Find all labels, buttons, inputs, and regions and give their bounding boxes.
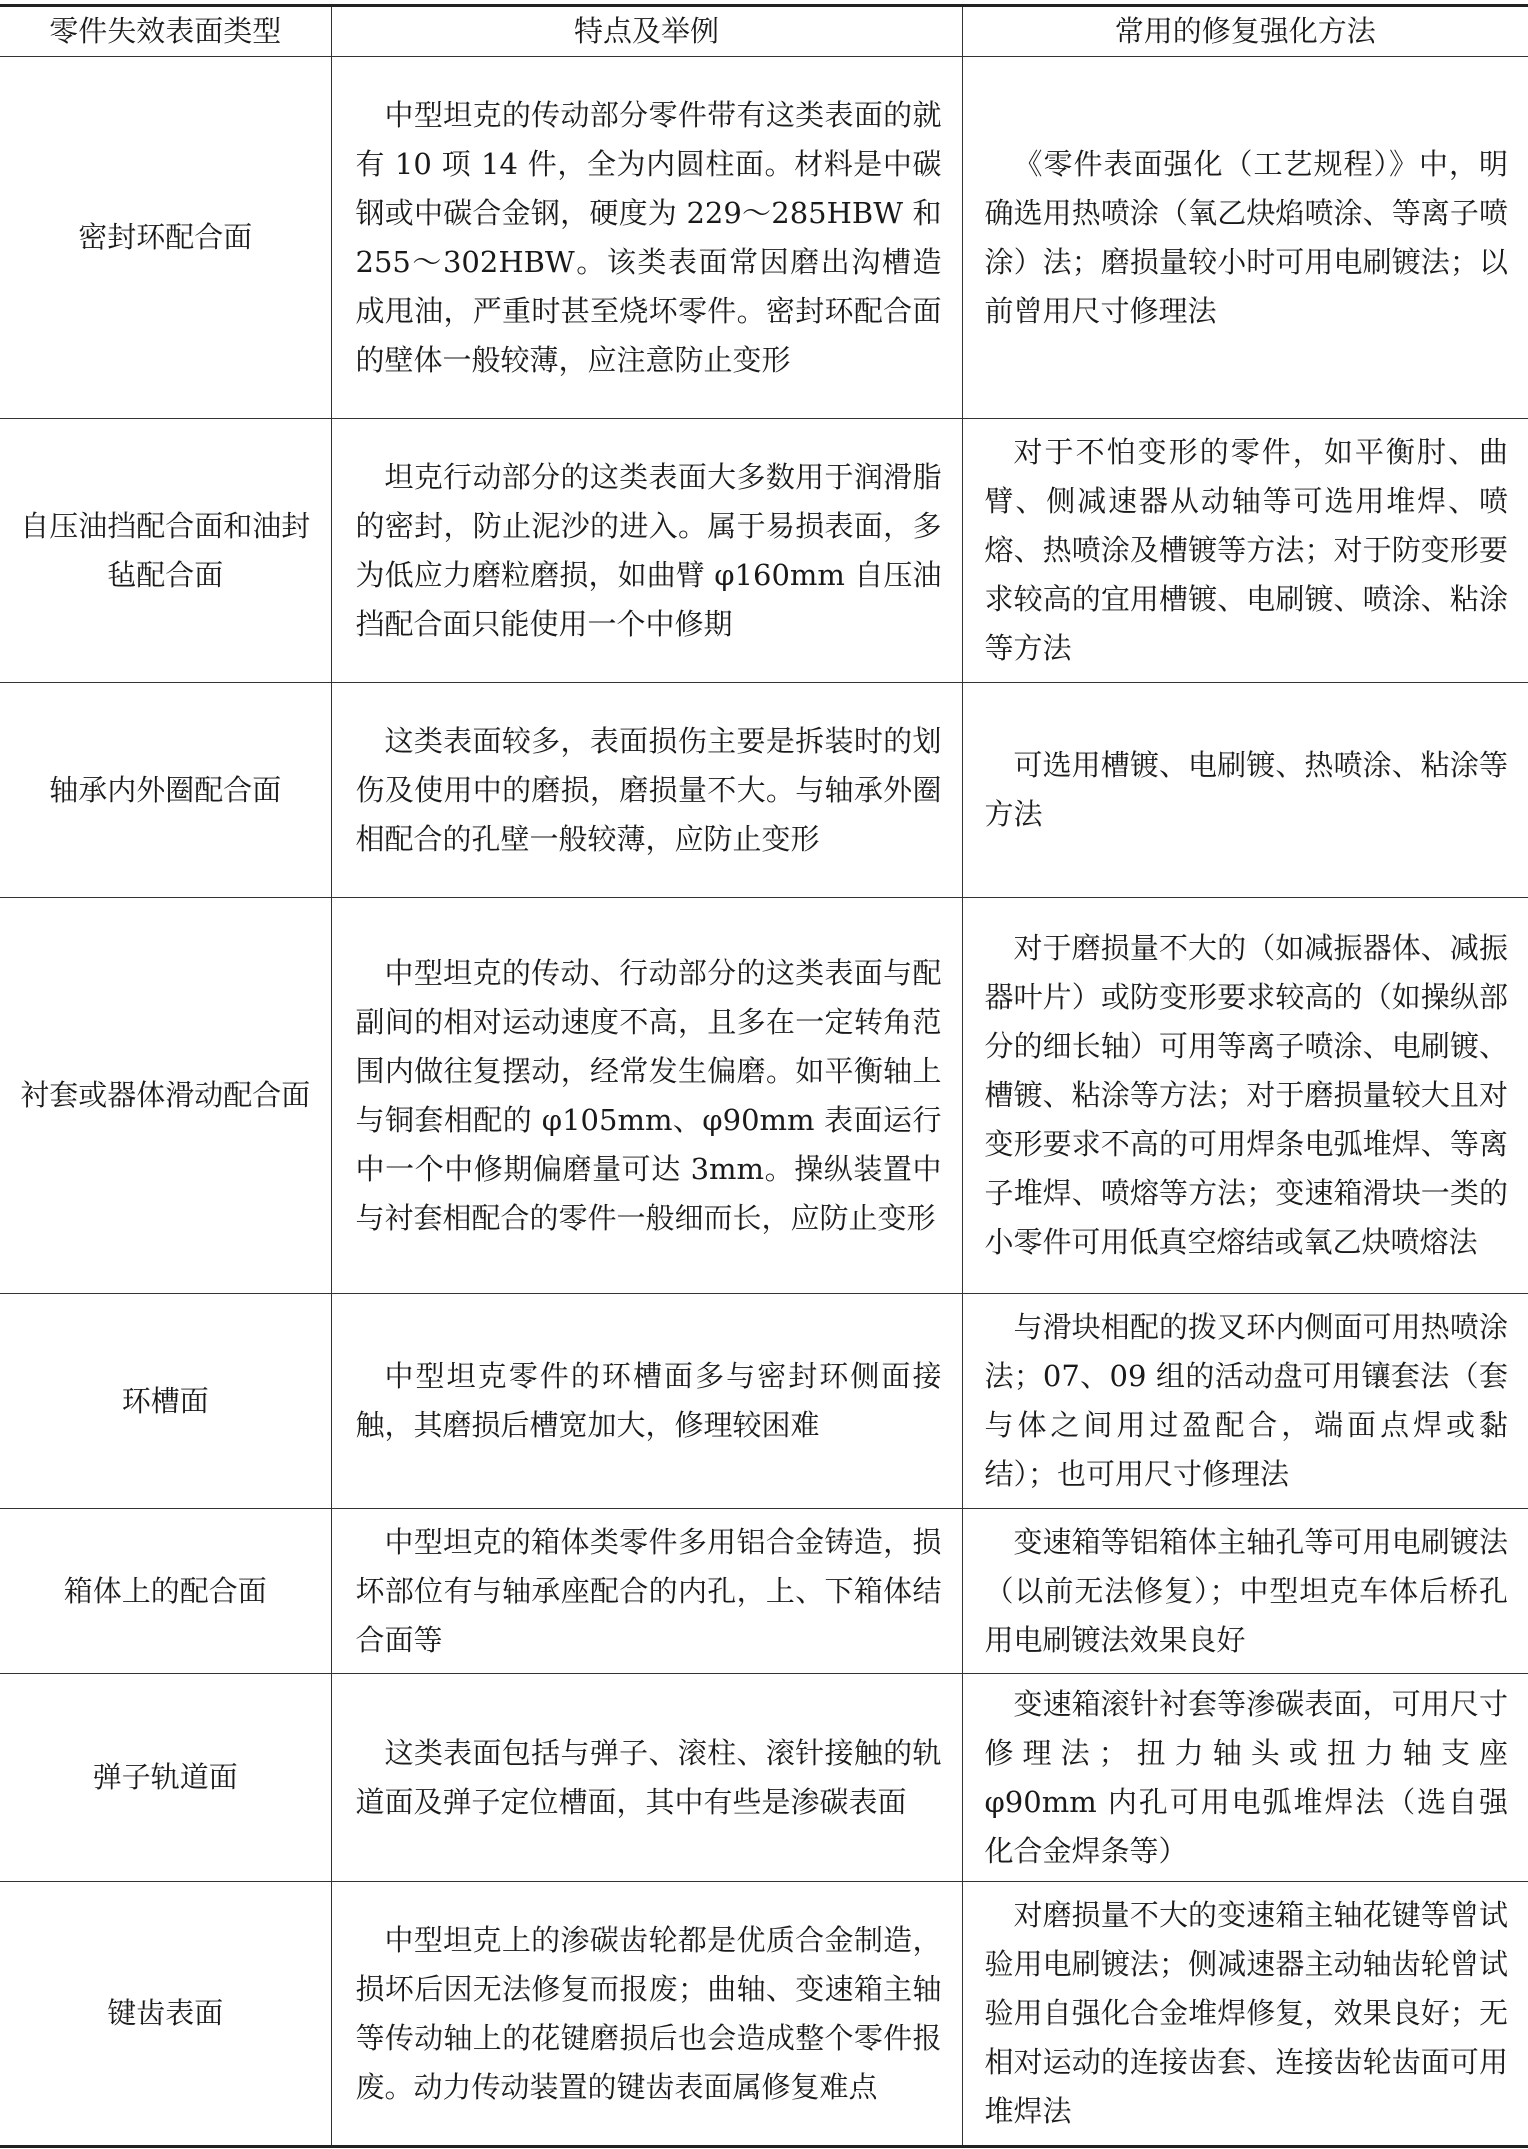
repair-methods-table xyxy=(0,4,1528,2148)
cell-surface-type: 衬套或器体滑动配合面 xyxy=(0,898,331,1294)
cell-surface-type: 密封环配合面 xyxy=(0,57,331,419)
cell-methods: 变速箱等铝箱体主轴孔等可用电刷镀法（以前无法修复）；中型坦克车体后桥孔用电刷镀法效果良好 xyxy=(962,1509,1528,1674)
cell-methods: 《零件表面强化（工艺规程）》中，明确选用热喷涂（氧乙炔焰喷涂、等离子喷涂）法；磨损量较小时可用电刷镀法；以前曾用尺寸修理法 xyxy=(962,57,1528,419)
table-row xyxy=(0,1294,1528,1509)
cell-features: 这类表面较多，表面损伤主要是拆装时的划伤及使用中的磨损，磨损量不大。与轴承外圈相配合的孔壁一般较薄，应防止变形 xyxy=(331,683,962,898)
table-row xyxy=(0,419,1528,683)
table-row xyxy=(0,1674,1528,1882)
cell-features: 中型坦克的传动部分零件带有这类表面的就有 10 项 14 件，全为内圆柱面。材料是中碳钢或中碳合金钢，硬度为 229～285HBW 和 255～302HBW。该类表面常因磨出沟槽造成甩油，严重时甚至烧坏零件。密封环配合面的壁体一般较薄，应注意防止变形 xyxy=(331,57,962,419)
header-features-examples: 特点及举例 xyxy=(331,6,962,57)
table-row xyxy=(0,1882,1528,2147)
header-failure-surface-type: 零件失效表面类型 xyxy=(0,6,331,57)
cell-surface-type: 弹子轨道面 xyxy=(0,1674,331,1882)
cell-surface-type: 键齿表面 xyxy=(0,1882,331,2147)
cell-features: 坦克行动部分的这类表面大多数用于润滑脂的密封，防止泥沙的进入。属于易损表面，多为低应力磨粒磨损，如曲臂 φ160mm 自压油挡配合面只能使用一个中修期 xyxy=(331,419,962,683)
table-row xyxy=(0,898,1528,1294)
cell-features: 中型坦克上的渗碳齿轮都是优质合金制造，损坏后因无法修复而报废；曲轴、变速箱主轴等传动轴上的花键磨损后也会造成整个零件报废。动力传动装置的键齿表面属修复难点 xyxy=(331,1882,962,2147)
table-header-row xyxy=(0,6,1528,57)
table-row xyxy=(0,683,1528,898)
cell-methods: 对于不怕变形的零件，如平衡肘、曲臂、侧减速器从动轴等可选用堆焊、喷熔、热喷涂及槽镀等方法；对于防变形要求较高的宜用槽镀、电刷镀、喷涂、粘涂等方法 xyxy=(962,419,1528,683)
cell-surface-type: 箱体上的配合面 xyxy=(0,1509,331,1674)
cell-surface-type: 环槽面 xyxy=(0,1294,331,1509)
table-row xyxy=(0,57,1528,419)
cell-features: 中型坦克的传动、行动部分的这类表面与配副间的相对运动速度不高，且多在一定转角范围内做往复摆动，经常发生偏磨。如平衡轴上与铜套相配的 φ105mm、φ90mm 表面运行中一个中修期偏磨量可达 3mm。操纵装置中与衬套相配合的零件一般细而长，应防止变形 xyxy=(331,898,962,1294)
cell-features: 这类表面包括与弹子、滚柱、滚针接触的轨道面及弹子定位槽面，其中有些是渗碳表面 xyxy=(331,1674,962,1882)
cell-methods: 变速箱滚针衬套等渗碳表面，可用尺寸修理法；扭力轴头或扭力轴支座 φ90mm 内孔可用电弧堆焊法（选自强化合金焊条等） xyxy=(962,1674,1528,1882)
cell-methods: 与滑块相配的拨叉环内侧面可用热喷涂法；07、09 组的活动盘可用镶套法（套与体之间用过盈配合，端面点焊或黏结）；也可用尺寸修理法 xyxy=(962,1294,1528,1509)
cell-methods: 可选用槽镀、电刷镀、热喷涂、粘涂等方法 xyxy=(962,683,1528,898)
header-repair-methods: 常用的修复强化方法 xyxy=(962,6,1528,57)
cell-methods: 对磨损量不大的变速箱主轴花键等曾试验用电刷镀法；侧减速器主动轴齿轮曾试验用自强化合金堆焊修复，效果良好；无相对运动的连接齿套、连接齿轮齿面可用堆焊法 xyxy=(962,1882,1528,2147)
cell-methods: 对于磨损量不大的（如减振器体、减振器叶片）或防变形要求较高的（如操纵部分的细长轴）可用等离子喷涂、电刷镀、槽镀、粘涂等方法；对于磨损量较大且对变形要求不高的可用焊条电弧堆焊、等离子堆焊、喷熔等方法；变速箱滑块一类的小零件可用低真空熔结或氧乙炔喷熔法 xyxy=(962,898,1528,1294)
table-row xyxy=(0,1509,1528,1674)
cell-features: 中型坦克的箱体类零件多用铝合金铸造，损坏部位有与轴承座配合的内孔，上、下箱体结合面等 xyxy=(331,1509,962,1674)
cell-features: 中型坦克零件的环槽面多与密封环侧面接触，其磨损后槽宽加大，修理较困难 xyxy=(331,1294,962,1509)
cell-surface-type: 轴承内外圈配合面 xyxy=(0,683,331,898)
cell-surface-type: 自压油挡配合面和油封毡配合面 xyxy=(0,419,331,683)
